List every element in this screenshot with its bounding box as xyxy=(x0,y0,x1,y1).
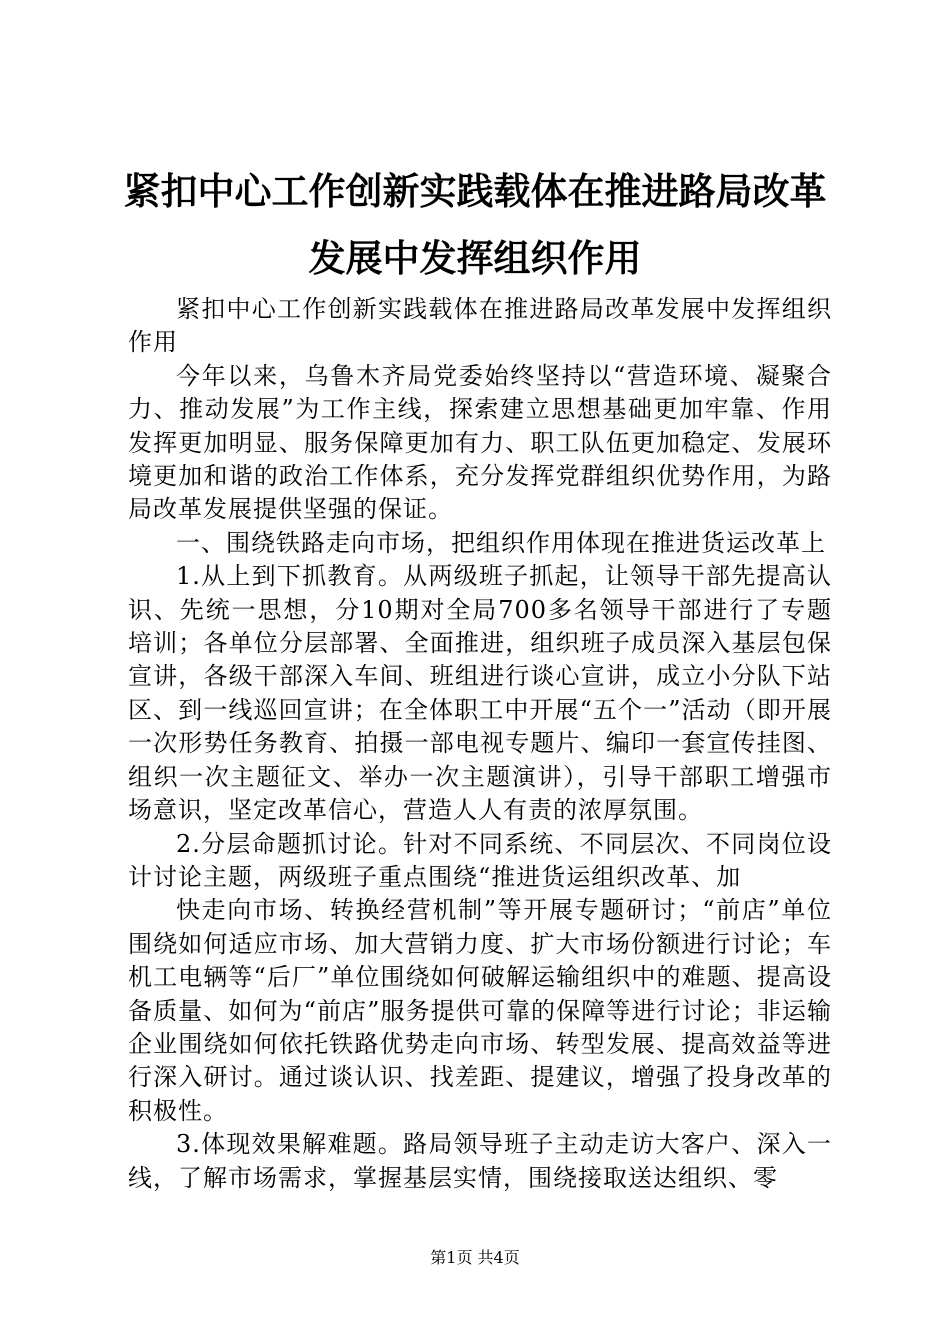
paragraph-item-2-continued: 快走向市场、转换经营机制”等开展专题研讨；“前店”单位围绕如何适应市场、加大营销力度、扩大市场份额进行讨论；车机工电辆等“后厂”单位围绕如何破解运输组织中的难题、提高设备质量、如何为“前店”服务提供可靠的保障等进行讨论；非运输企业围绕如何依托铁路优势走向市场、转型发展、提高效益等进行深入研讨。通过谈认识、找差距、提建议，增强了投身改革的积极性。 xyxy=(128,896,832,1125)
paragraph-item-3: 3.体现效果解难题。路局领导班子主动走访大客户、深入一线，了解市场需求，掌握基层实情，围绕接取送达组织、零 xyxy=(128,1130,832,1192)
paragraph-subtitle: 紧扣中心工作创新实践载体在推进路局改革发展中发挥组织作用 xyxy=(128,295,832,357)
paragraph-intro: 今年以来，乌鲁木齐局党委始终坚持以“营造环境、凝聚合力、推动发展”为工作主线，探索建立思想基础更加牢靠、作用发挥更加明显、服务保障更加有力、职工队伍更加稳定、发展环境更加和谐的政治工作体系，充分发挥党群组织优势作用，为路局改革发展提供坚强的保证。 xyxy=(128,361,832,524)
document-body xyxy=(128,293,832,1195)
paragraph-item-2: 2.分层命题抓讨论。针对不同系统、不同层次、不同岗位设计讨论主题，两级班子重点围绕“推进货运组织改革、加 xyxy=(128,829,832,891)
page-footer: 第1页 共4页 xyxy=(430,1248,520,1267)
paragraph-item-1: 1.从上到下抓教育。从两级班子抓起，让领导干部先提高认识、先统一思想，分10期对全局700多名领导干部进行了专题培训；各单位分层部署、全面推进，组织班子成员深入基层包保宣讲，各级干部深入车间、班组进行谈心宣讲，成立小分队下站区、到一线巡回宣讲；在全体职工中开展“五个一”活动（即开展一次形势任务教育、拍摄一部电视专题片、编印一套宣传挂图、组织一次主题征文、举办一次主题演讲），引导干部职工增强市场意识，坚定改革信心，营造人人有责的浓厚氛围。 xyxy=(128,562,832,825)
section-heading-1: 一、围绕铁路走向市场，把组织作用体现在推进货运改革上 xyxy=(176,528,826,557)
document-title: 紧扣中心工作创新实践载体在推进路局改革发展中发挥组织作用 xyxy=(123,169,827,280)
